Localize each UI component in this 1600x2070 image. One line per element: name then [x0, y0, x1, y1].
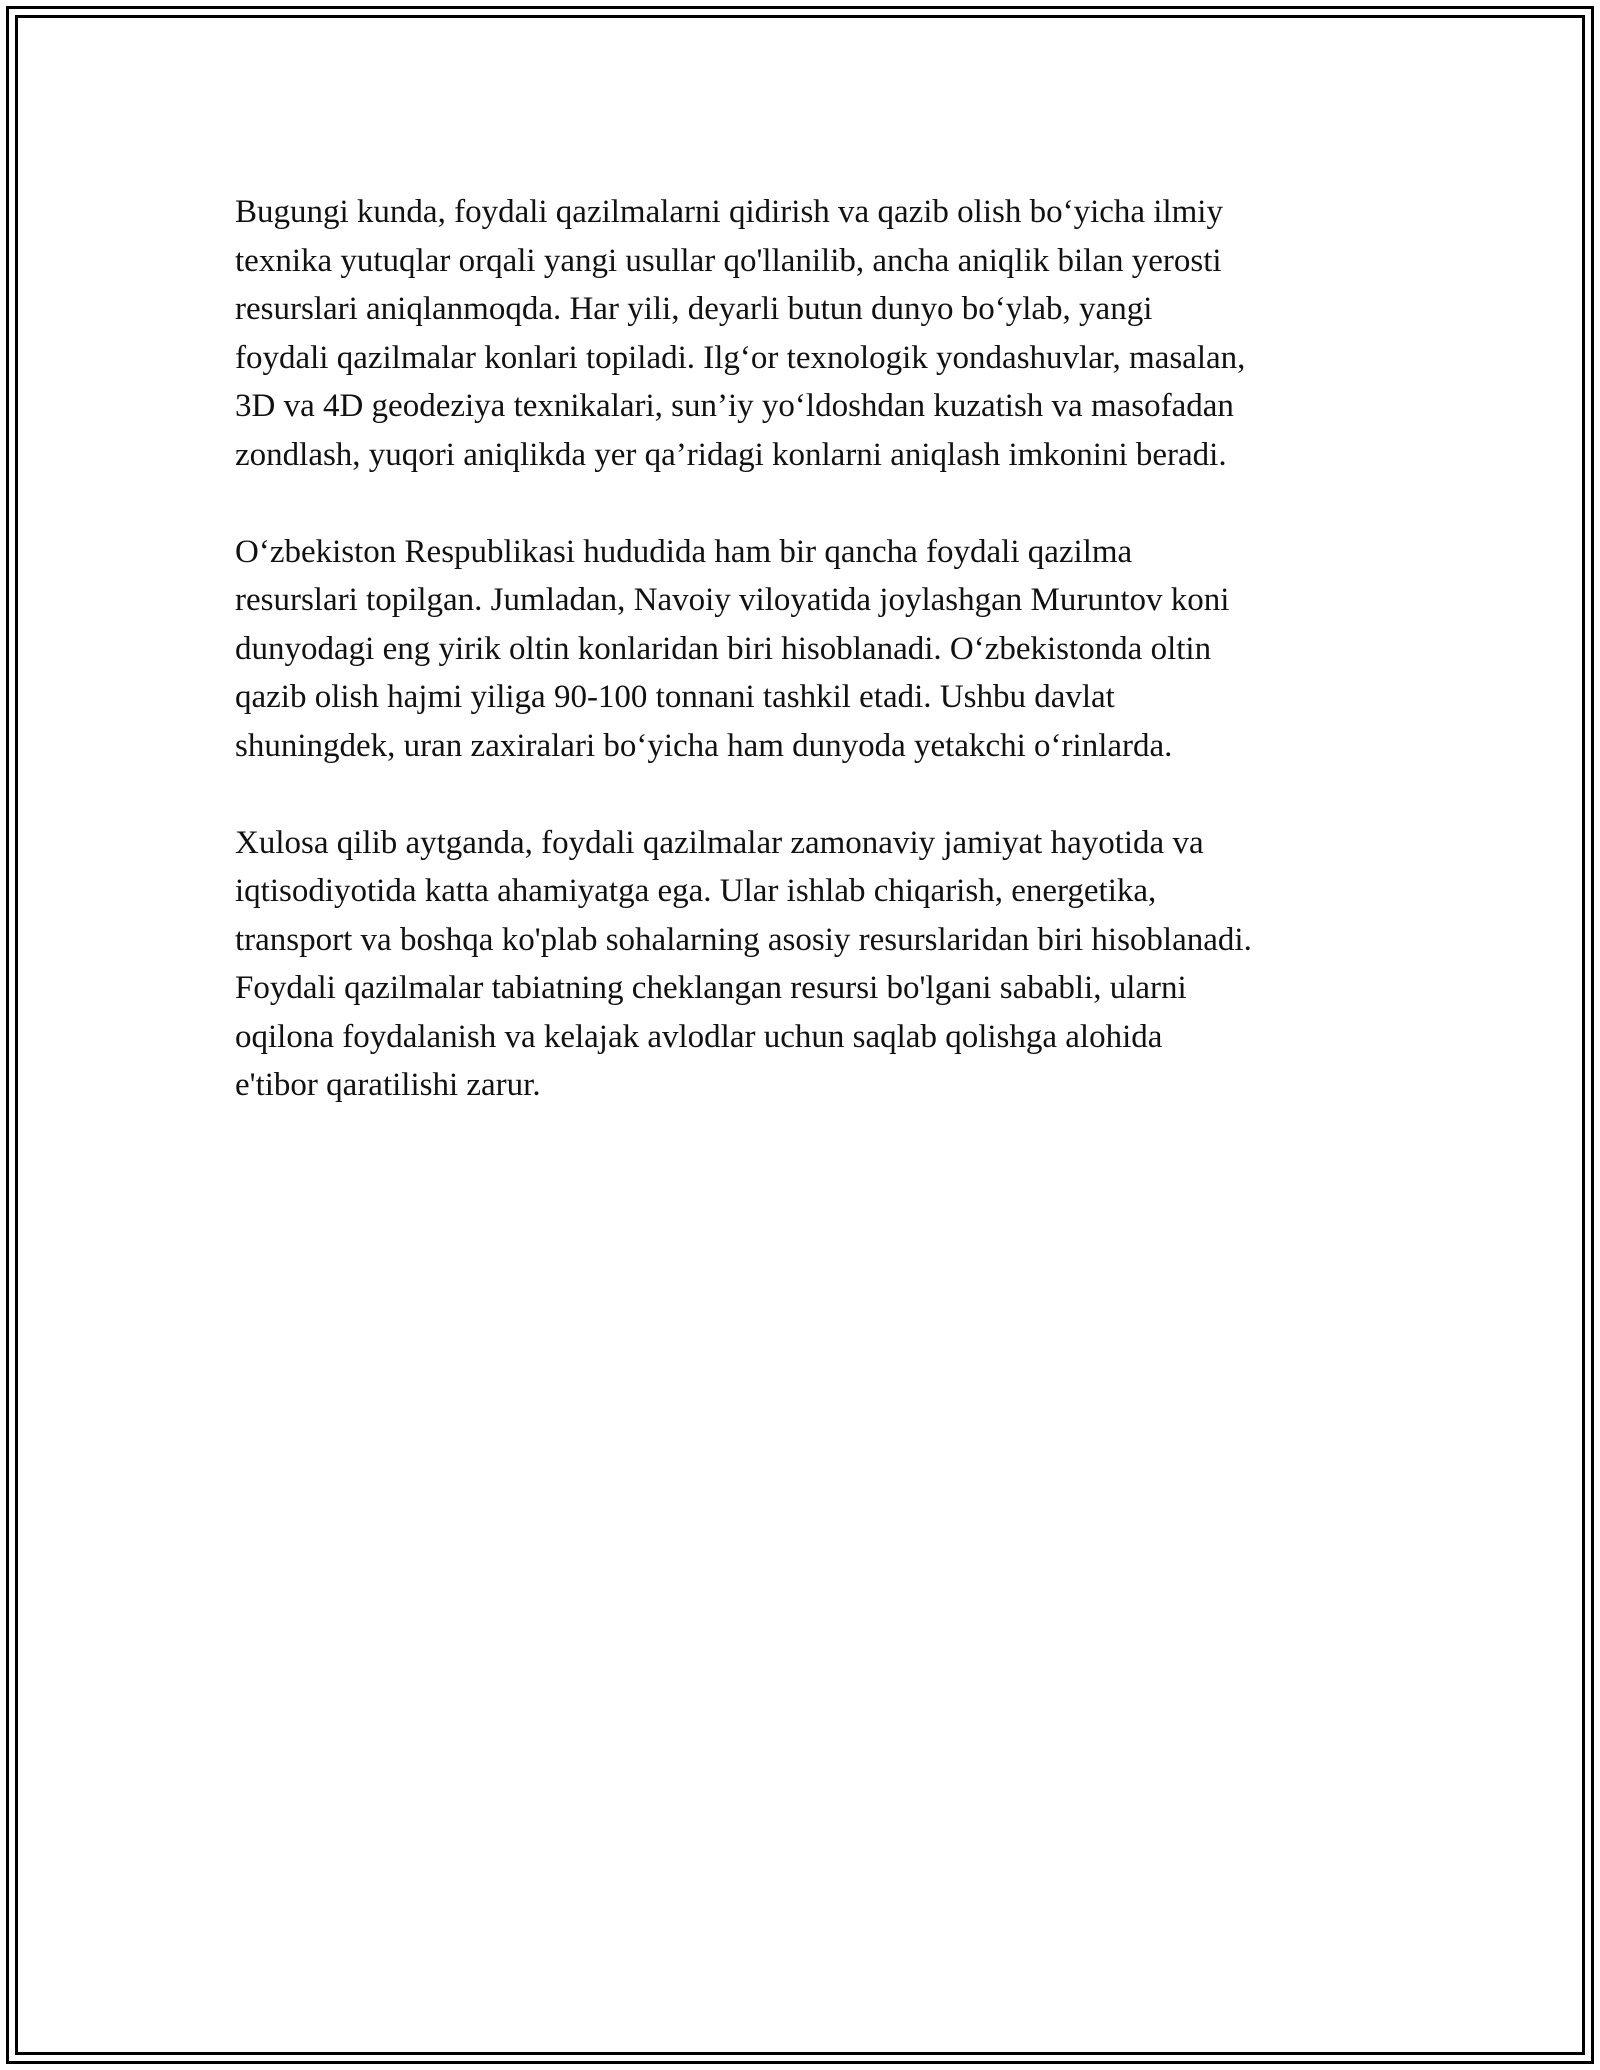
paragraph-exploration-methods: Bugungi kunda, foydali qazilmalarni qidirish va qazib olish bo‘yicha ilmiy texnika yutuqlar orqali yangi usullar qo'llanilib, ancha aniqlik bilan yerosti resurslari aniqlanmoqda. Har yili, deyarli butun dunyo bo‘ylab, yangi foydali qazilmalar konlari topiladi. Ilg‘or texnologik yondashuvlar, masalan, 3D va 4D geodeziya texnikalari, sun’iy yo‘ldoshdan kuzatish va masofadan zondlash, yuqori aniqlikda yer qa’ridagi konlarni aniqlash imkonini beradi. — [235, 194, 1246, 473]
paragraph-uzbekistan-resources: O‘zbekiston Respublikasi hududida ham bir qancha foydali qazilma resurslari topilgan. Jumladan, Navoiy viloyatida joylashgan Muruntov koni dunyodagi eng yirik oltin konlaridan biri hisoblanadi. O‘zbekistonda oltin qazib olish hajmi yiliga 90-100 tonnani tashkil etadi. Ushbu davlat shuningdek, uran zaxiralari bo‘yicha ham dunyoda yetakchi o‘rinlarda. — [235, 533, 1230, 764]
document-body — [235, 188, 1375, 1158]
paragraph-conclusion: Xulosa qilib aytganda, foydali qazilmalar zamonaviy jamiyat hayotida va iqtisodiyotida katta ahamiyatga ega. Ular ishlab chiqarish, energetika, transport va boshqa ko'plab sohalarning asosiy resurslaridan biri hisoblanadi. Foydali qazilmalar tabiatning cheklangan resursi bo'lgani sababli, ularni oqilona foydalanish va kelajak avlodlar uchun saqlab qolishga alohida e'tibor qaratilishi zarur. — [235, 824, 1252, 1103]
